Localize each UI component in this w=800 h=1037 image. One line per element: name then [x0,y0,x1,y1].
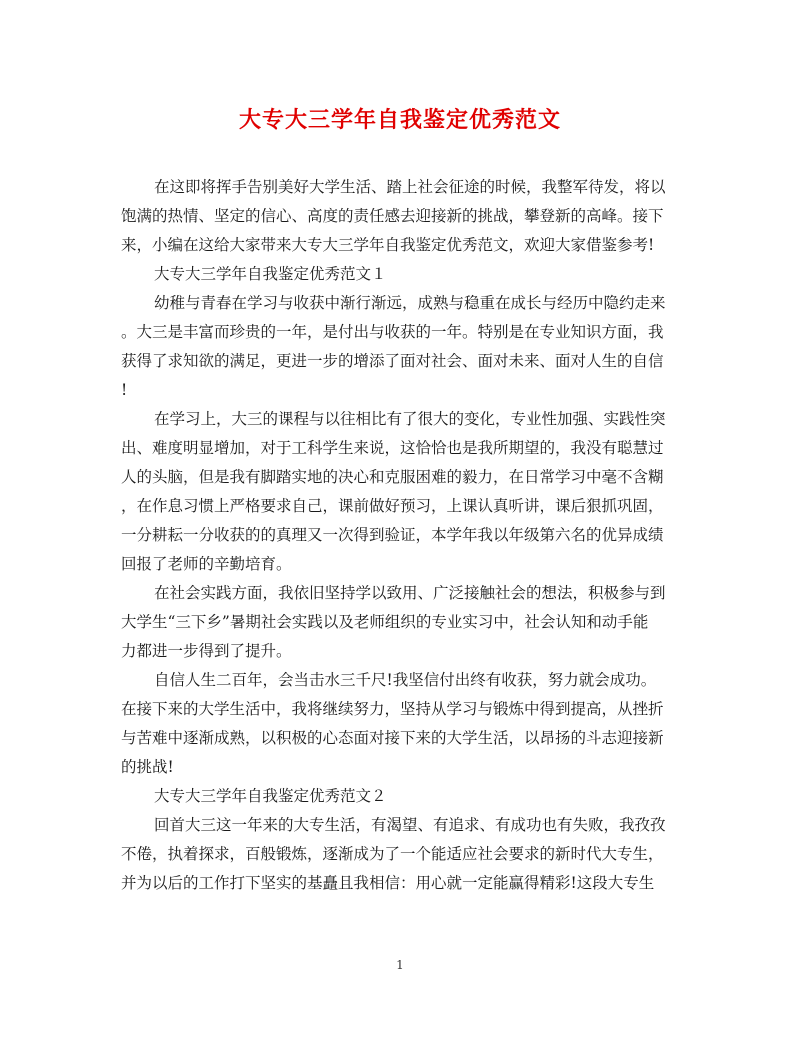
text-line: 在学习上，大三的课程与以往相比有了很大的变化，专业性加强、实践性突 [154,410,666,428]
text-line: 出、难度明显增加，对于工科学生来说，这恰恰也是我所期望的，我没有聪慧过 [121,439,664,457]
text-line: ! [121,381,128,399]
text-line: 幼稚与青春在学习与收获中渐行渐远，成熟与稳重在成长与经历中隐约走来 [154,294,666,312]
text-line: ，在作息习惯上严格要求自己，课前做好预习，上课认真听讲，课后狠抓巩固， [121,497,664,515]
text-line: 在接下来的大学生活中，我将继续努力，坚持从学习与锻炼中得到提高，从挫折 [121,700,664,718]
text-line: 饱满的热情、坚定的信心、高度的责任感去迎接新的挑战，攀登新的高峰。接下 [121,207,664,225]
text-line: 回首大三这一年来的大专生活，有渴望、有追求、有成功也有失败，我孜孜 [154,816,666,834]
text-line: 不倦，执着探求，百般锻炼，逐渐成为了一个能适应社会要求的新时代大专生， [121,845,664,863]
text-line: 在社会实践方面，我依旧坚持学以致用、广泛接触社会的想法，积极参与到 [154,584,666,602]
text-line: 大专大三学年自我鉴定优秀范文２ [154,787,387,805]
document-body [121,173,679,898]
document-title: 大专大三学年自我鉴定优秀范文 [238,108,561,133]
page-number: 1 [396,958,404,972]
text-line: 人的头脑，但是我有脚踏实地的决心和克服困难的毅力，在日常学习中毫不含糊 [121,468,664,486]
text-line: 回报了老师的辛勤培育。 [121,555,292,573]
text-line: 在这即将挥手告别美好大学生活、踏上社会征途的时候，我整军待发，将以 [154,178,666,196]
text-line: 大学生“三下乡”暑期社会实践以及老师组织的专业实习中，社会认知和动手能 [121,613,649,631]
text-line: 自信人生二百年，会当击水三千尺!我坚信付出终有收获，努力就会成功。 [154,671,657,689]
text-line: 获得了求知欲的满足，更进一步的增添了面对社会、面对未来、面对人生的自信 [121,352,664,370]
text-line: 来，小编在这给大家带来大专大三学年自我鉴定优秀范文，欢迎大家借鉴参考! [121,236,655,254]
text-line: 并为以后的工作打下坚实的基矗且我相信：用心就一定能赢得精彩!这段大专生 [121,874,655,892]
text-line: 一分耕耘一分收获的的真理又一次得到验证，本学年我以年级第六名的优异成绩 [121,526,664,544]
text-line: 的挑战! [121,758,174,776]
text-line: 大专大三学年自我鉴定优秀范文１ [154,265,387,283]
text-line: 与苦难中逐渐成熟，以积极的心态面对接下来的大学生活，以昂扬的斗志迎接新 [121,729,664,747]
text-line: 。大三是丰富而珍贵的一年，是付出与收获的一年。特别是在专业知识方面，我 [121,323,664,341]
text-line: 力都进一步得到了提升。 [121,642,292,660]
